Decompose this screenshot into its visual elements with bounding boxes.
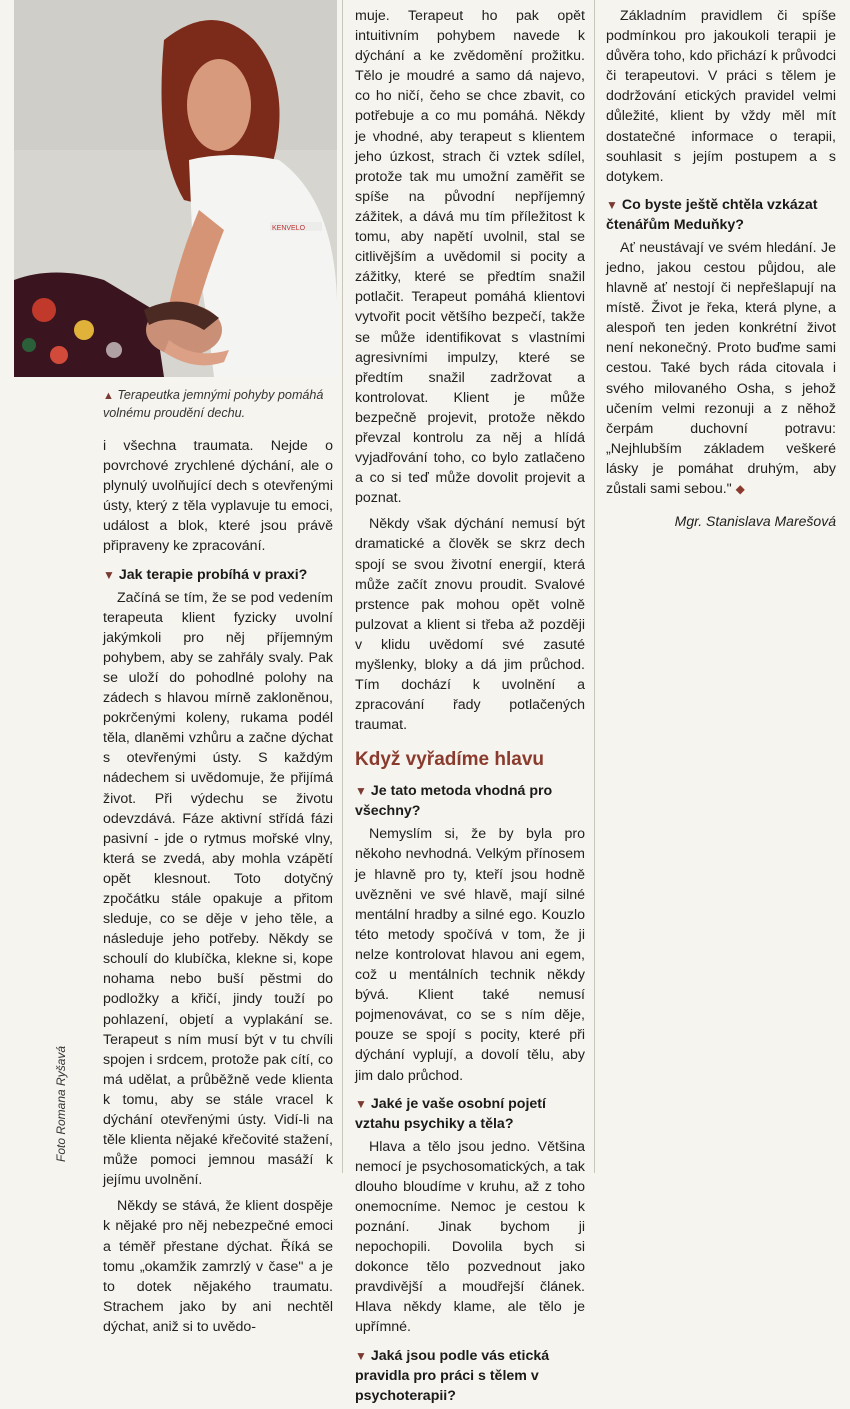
- paragraph-final: [606, 238, 836, 499]
- photo-credit: Foto Romana Ryšavá: [54, 1045, 68, 1162]
- question-text: Jak terapie probíhá v praxi?: [118, 566, 308, 583]
- question-heading: [103, 565, 333, 585]
- question-text: Je tato metoda vhodná pro všechny?: [355, 783, 553, 820]
- triangle-up-icon: ▲: [103, 390, 114, 402]
- question-heading: [355, 781, 585, 821]
- column-2: [355, 6, 585, 1409]
- paragraph: Nemyslím si, že by byla pro někoho nevhodná. Velkým přínosem je hlavně pro ty, kteří jsou hodně uvězněni ve své hlavě, mají silné mentální hradby a silné ego. Kouzlo této metody spočívá v tom, že ji nelze kontrolovat hlavou ani egem, což u mentálních technik někdy bývá. Klient také nemusí pojmenovávat, co se s ním děje, pouze se spojí s pocity, které při dýchání vyplují, a dovolí tělu, aby jim dalo průchod.: [355, 826, 585, 1084]
- diamond-icon: ◆: [735, 481, 745, 496]
- caption-text: Terapeutka jemnými pohyby pomáhá volnému proudění dechu.: [103, 388, 324, 420]
- triangle-down-icon: ▼: [355, 1096, 367, 1111]
- photo-caption: [103, 387, 335, 422]
- question-text: Co byste ještě chtěla vzkázat čtenářům Meduňky?: [606, 196, 818, 233]
- column-divider: [594, 0, 595, 1173]
- triangle-down-icon: ▼: [606, 197, 618, 212]
- triangle-down-icon: ▼: [355, 784, 367, 799]
- question-text: Jaká jsou podle vás etická pravidla pro práci s tělem v psychoterapii?: [355, 1347, 550, 1404]
- question-heading: [355, 1346, 585, 1406]
- paragraph: Někdy se stává, že klient dospěje k nějaké pro něj nebezpečné emoci a téměř přestane dýchat. Říká se tomu „okamžik zamrzlý v čase" a je to dotek nějakého traumatu. Strachem jako by ani nechtěl dýchat, aniž si to uvědo-: [103, 1198, 333, 1335]
- triangle-down-icon: ▼: [355, 1348, 367, 1363]
- section-heading: Když vyřadíme hlavu: [355, 749, 545, 771]
- triangle-down-icon: ▼: [103, 567, 115, 582]
- paragraph: Někdy však dýchání nemusí být dramatické a člověk se skrz dech spojí se svou životní energií, která může začít znovu proudit. Svalové prstence pak mohou opět volně pulzovat a klient si třeba až později v klidu uvědomí své zasuté myšlenky, bloky a dá jim průchod. Tím dochází k uvolnění a zpracování řady potlačených traumat.: [355, 516, 585, 734]
- paragraph: Hlava a tělo jsou jedno. Většina nemocí je psychosomatických, a tak dlouho bloudíme v kruhu, až z toho onemocníme. Nemoc je cestou k poznání. Jinak bychom ji nepochopili. Dovolila bych si dokonce tělo pozvednout jako pravdivější a moudřejší článek. Hlava někdy klame, ale tělo je upřímné.: [355, 1138, 585, 1336]
- shirt-logo-text: KENVELO: [272, 225, 306, 232]
- column-divider: [342, 0, 343, 1173]
- paragraph-text: Ať neustávají ve svém hledání. Je jedno, jakou cestou půjdou, ale hlavně ať nestojí či nepřešlapují na místě. Život je řeka, která plyne, a alespoň ten jeden konkrétní život není nekonečný. Proto buďme sami cestou. Také bych ráda citovala i svého milovaného Osha, s jehož učením velmi rezonuji a z něhož čerpám duchovní potravu: „Nejhlubším základem veškeré lásky je pomáhat druhým, aby zůstali sami sebou.": [606, 239, 836, 497]
- paragraph: Začíná se tím, že se pod vedením terapeuta klient fyzicky uvolní jakýmkoli pro něj příjemným pohybem, aby se zahřály svaly. Pak se uloží do pohodlné polohy na zádech s hlavou mírně zakloněnou, pokrčenými koleny, rukama podél těla, dlaněmi vzhůru a začne dýchat s otevřenými ústy. S každým nádechem si uvědomuje, že přijímá život. Při výdechu se životu odevzdává. Fáze aktivní střídá fázi pasivní - jde o rytmus mořské vlny, která se zvedá, aby mohla vzápětí opět klesnout. Toto dotyčný zpočátku stále opakuje a přitom sleduje, co se děje v jeho těle, a následuje jeho potřeby. Někdy se schoulí do klubíčka, klekne si, kope nohama nebo buší pěstmi do podložky a křičí, jindy touží po pohlazení, objetí a vyplakání se. Terapeut s ním musí být v tu chvíli spojen i srdcem, protože pak cítí, co má udělat, a průběžně vede klienta k tomu, aby se stále vracel k dýchání otevřenými ústy. Vidí-li na těle klienta nějaké křečovité stažení, může pomoci jemnou masáží k jejímu uvolnění.: [103, 589, 333, 1189]
- therapy-photo: [14, 0, 337, 377]
- question-text: Jaké je vaše osobní pojetí vztahu psychiky a těla?: [355, 1095, 546, 1132]
- question-heading: [355, 1094, 585, 1134]
- column-3: [606, 6, 836, 529]
- author-signature: Mgr. Stanislava Marešová: [674, 513, 836, 530]
- paragraph: Základním pravidlem či spíše podmínkou pro jakoukoli terapii je důvěra toho, kdo přichází k průvodci či terapeutovi. V práci s tělem je dodržování etických pravidel velmi důležité, klient by vždy měl mít dostatečné informace o terapii, souhlasit s jejím postupem a s dotykem.: [606, 8, 836, 185]
- paragraph: muje. Terapeut ho pak opět intuitivním pohybem navede k dýchání a ke zvědomění prožitku. Tělo je moudré a samo dá najevo, co ho ničí, čeho se chce zbavit, co potřebuje a co mu pomáhá. Někdy je vhodné, aby terapeut s klientem jeho úzkost, strach či vztek sdílel, protože tak mu umožní zaměřit se spíše na původní nepříjemný zážitek, a dává mu tím příležitost k tomu, aby napětí uvolnil, stal se citlivějším a uvědomil si pocity a zážitky, které se předtím snažil potlačit. Terapeut pomáhá klientovi vytvořit pocit většího bezpečí, takže se může identifikovat s vlastními agresivními impulzy, které se předtím snažil zadržovat a kontrolovat. Klient je může bezpečně projevit, protože někdo převzal kontrolu za něj a hlídá vyjadřování toho, co bylo zatlačeno a co si teď může dovolit projevit a poznat.: [355, 8, 585, 507]
- question-heading: [606, 195, 836, 235]
- column-1: [103, 436, 333, 1343]
- paragraph: i všechna traumata. Nejde o povrchové zrychlené dýchání, ale o plynulý uvolňující dech s otevřenými ústy, který z těla vyplavuje tu emoci, událost a blok, které jsou právě připraveny ke zpracování.: [103, 438, 333, 555]
- therapy-illustration: [14, 0, 337, 377]
